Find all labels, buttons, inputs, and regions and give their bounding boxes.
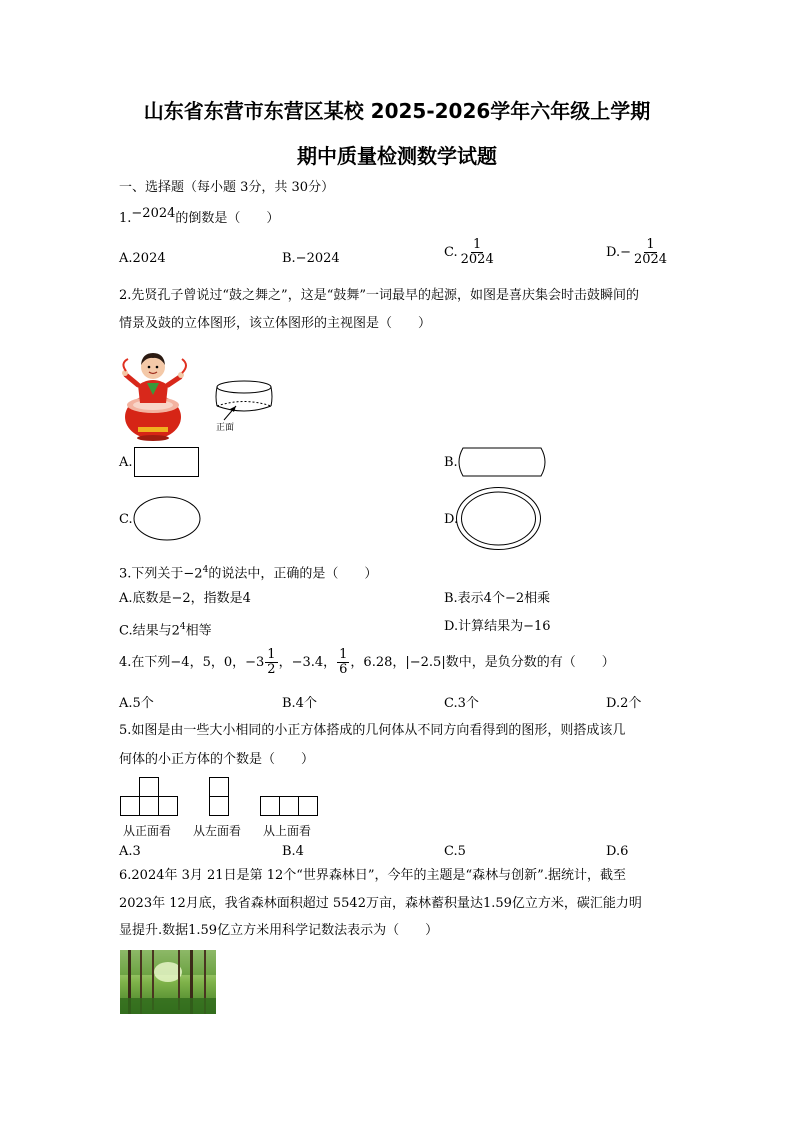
q3-option-c-base: 2 bbox=[171, 623, 180, 639]
q2-option-a-rectangle bbox=[134, 447, 200, 478]
q3-prefix: 3.下列关于 bbox=[119, 566, 184, 582]
q1-option-d-fraction bbox=[632, 238, 669, 267]
q3-option-c-exponent: 4 bbox=[179, 622, 186, 632]
q4-fraction bbox=[337, 648, 349, 677]
q5-option-c: C.5 bbox=[444, 844, 466, 859]
section-heading: 一、选择题（每小题 3分，共 30分） bbox=[119, 180, 335, 195]
q5-option-d: D.6 bbox=[606, 844, 629, 859]
q4-mixed-fraction bbox=[265, 648, 277, 677]
question-4-stem bbox=[119, 648, 615, 677]
fraction-numerator: 1 bbox=[267, 647, 276, 662]
q4-option-c: C.3个 bbox=[444, 696, 479, 711]
front-label: 正面 bbox=[216, 423, 235, 433]
q4-option-d: D.2个 bbox=[606, 696, 642, 711]
q1-option-b: B.−2024 bbox=[282, 251, 340, 266]
q1-suffix: 的倒数是（ ） bbox=[175, 211, 280, 226]
q4-option-b: B.4个 bbox=[282, 696, 317, 711]
top-view-caption: 从上面看 bbox=[263, 824, 312, 838]
q2-option-d-double-ellipse bbox=[456, 487, 542, 551]
question-2-line1: 2.先贤孔子曾说过“鼓之舞之”，这是“鼓舞”一词最早的起源，如图是喜庆集会时击鼓瞬间的 bbox=[119, 288, 639, 303]
forest-photo bbox=[120, 950, 216, 1014]
drummer-illustration bbox=[120, 345, 190, 440]
question-6-line1: 6.2024年 3月 21日是第 12个“世界森林日”，今年的主题是“森林与创新”.据统计，截至 bbox=[119, 868, 626, 883]
left-view-caption: 从左面看 bbox=[193, 824, 242, 838]
q3-option-b: B.表示4个−2相乘 bbox=[444, 591, 551, 606]
q3-option-a: A.底数是−2，指数是4 bbox=[119, 591, 251, 606]
q4-part3: ，6.28， bbox=[350, 654, 406, 670]
q2-option-c-label: C. bbox=[119, 512, 133, 527]
question-6-line2: 2023年 12月底，我省森林面积超过 5542万亩，森林蓄积量达1.59亿立方米，碳汇能力明 bbox=[119, 896, 642, 911]
question-5-line1: 5.如图是由一些大小相同的小正方体搭成的几何体从不同方向看得到的图形，则搭成该几 bbox=[119, 723, 626, 738]
q2-option-a-label: A. bbox=[119, 455, 133, 470]
exam-title-line1: 山东省东营市东营区某校 2025-2026学年六年级上学期 bbox=[143, 99, 651, 123]
q3-exponent: 4 bbox=[202, 565, 209, 575]
question-5-line2: 何体的小正方体的个数是（ ） bbox=[119, 752, 315, 767]
q1-option-c-fraction bbox=[459, 238, 496, 267]
q3-option-c bbox=[119, 619, 212, 639]
top-view-figure bbox=[260, 796, 320, 817]
fraction-denominator: 2024 bbox=[460, 252, 494, 267]
front-view-caption: 从正面看 bbox=[123, 824, 172, 838]
q4-part4: 数中，是负分数的有（ ） bbox=[445, 654, 615, 670]
q1-option-a: A.2024 bbox=[119, 251, 166, 266]
fraction-denominator: 6 bbox=[339, 662, 348, 677]
q3-base: −2 bbox=[183, 566, 203, 582]
q2-option-d-label: D. bbox=[444, 512, 459, 527]
question-1-stem bbox=[119, 206, 280, 227]
q1-option-c bbox=[444, 238, 497, 267]
fraction-denominator: 2 bbox=[267, 662, 276, 677]
q1-number: −2024 bbox=[131, 206, 176, 221]
fraction-numerator: 1 bbox=[473, 237, 482, 252]
front-arrow-icon bbox=[216, 402, 246, 422]
q4-part1: 4.在下列−4，5，0， bbox=[119, 654, 246, 670]
front-view-figure bbox=[120, 777, 180, 817]
q1-option-d-label: D.− bbox=[606, 245, 631, 260]
q4-absolute-value: |−2.5| bbox=[405, 654, 446, 670]
fraction-numerator: 1 bbox=[339, 647, 348, 662]
question-2-line2: 情景及鼓的立体图形，该立体图形的主视图是（ ） bbox=[119, 316, 432, 331]
q5-option-a: A.3 bbox=[119, 844, 141, 859]
q3-option-c-prefix: C.结果与 bbox=[119, 623, 172, 639]
q2-option-c-ellipse bbox=[133, 496, 203, 542]
q2-option-b-barrel-shape bbox=[457, 447, 549, 478]
q4-mixed-integer: −3 bbox=[245, 654, 265, 670]
q3-option-d: D.计算结果为−16 bbox=[444, 619, 551, 634]
exam-title-line2: 期中质量检测数学试题 bbox=[297, 144, 497, 168]
q5-option-b: B.4 bbox=[282, 844, 304, 859]
left-view-figure bbox=[209, 777, 231, 817]
question-6-line3: 显提升.数据1.59亿立方米用科学记数法表示为（ ） bbox=[119, 923, 439, 938]
q1-option-d bbox=[606, 238, 670, 267]
q1-option-c-label: C. bbox=[444, 245, 458, 260]
q4-option-a: A.5个 bbox=[119, 696, 154, 711]
q1-prefix: 1. bbox=[119, 211, 132, 226]
fraction-denominator: 2024 bbox=[633, 252, 668, 267]
q3-option-c-suffix: 相等 bbox=[185, 623, 212, 639]
fraction-numerator: 1 bbox=[646, 237, 655, 252]
question-3-stem bbox=[119, 562, 377, 582]
q4-part2: ，−3.4， bbox=[278, 654, 337, 670]
q3-suffix: 的说法中，正确的是（ ） bbox=[208, 566, 378, 582]
q2-option-b-label: B. bbox=[444, 455, 458, 470]
